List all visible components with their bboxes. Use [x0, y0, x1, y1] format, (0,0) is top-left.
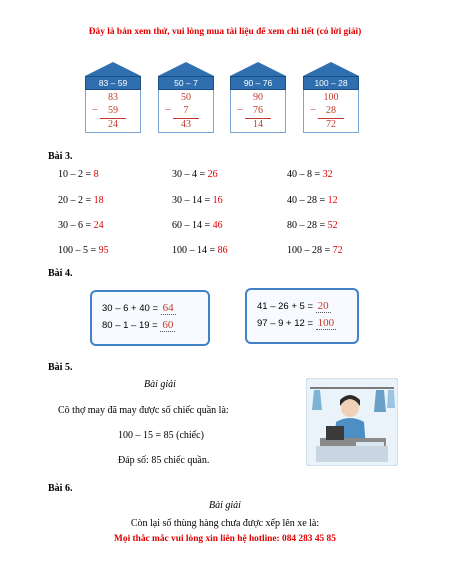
bai6-title: Bài 6.	[48, 483, 73, 494]
house-minus-sign: –	[310, 104, 316, 115]
equation-answer: 8	[93, 169, 99, 180]
expression-answer: 60	[162, 319, 174, 331]
house-top-number: 90	[253, 92, 263, 103]
equation-answer: 12	[327, 195, 338, 206]
house-label: 50 – 7	[158, 76, 214, 90]
expression-answer: 100	[317, 317, 335, 329]
house-top-number: 100	[323, 92, 339, 103]
house-result: 14	[253, 119, 263, 130]
bai3-equation	[287, 245, 343, 256]
house-result: 72	[326, 119, 336, 130]
house-top-number: 83	[108, 92, 118, 103]
equation-expr: 100 – 28 =	[287, 245, 333, 256]
house-middle-number: 28	[326, 105, 336, 116]
house-body	[85, 90, 141, 133]
bai5-line1: Cô thợ may đã may được số chiếc quần là:	[58, 405, 229, 416]
bai4-card-right	[245, 288, 359, 344]
equation-expr: 80 – 28 =	[287, 220, 328, 231]
equation-answer: 46	[212, 220, 223, 231]
equation-answer: 95	[98, 245, 109, 256]
equation-expr: 10 – 2 =	[58, 169, 94, 180]
bai5-line3: Đáp số: 85 chiếc quần.	[118, 455, 210, 466]
equation-expr: 100 – 5 =	[58, 245, 99, 256]
house-body	[230, 90, 286, 133]
house-roof	[85, 62, 141, 76]
expression-text: 41 – 26 + 5 =	[257, 301, 316, 312]
bai3-equation	[172, 169, 218, 180]
bai3-equation	[58, 169, 99, 180]
equation-expr: 30 – 6 =	[58, 220, 94, 231]
seamstress-illustration	[306, 378, 398, 466]
preview-banner: Đây là bản xem thử, vui lòng mua tài liệu để xem chi tiết (có lời giải)	[88, 27, 362, 37]
equation-expr: 20 – 2 =	[58, 195, 94, 206]
house-label: 90 – 76	[230, 76, 286, 90]
house-result: 24	[108, 119, 118, 130]
house-middle-number: 76	[253, 105, 263, 116]
answer-blank	[316, 300, 331, 313]
expression-answer: 64	[162, 302, 174, 314]
bai4-title: Bài 4.	[48, 268, 73, 279]
equation-answer: 16	[212, 195, 223, 206]
bai6-heading: Bài giải	[209, 500, 241, 511]
answer-blank	[316, 317, 337, 330]
bai4-expression	[257, 317, 336, 330]
bai3-equation	[172, 245, 228, 256]
equation-answer: 32	[322, 169, 333, 180]
equation-answer: 72	[332, 245, 343, 256]
equation-expr: 60 – 14 =	[172, 220, 213, 231]
house-label: 83 – 59	[85, 76, 141, 90]
equation-answer: 52	[327, 220, 338, 231]
house-minus-sign: –	[237, 104, 243, 115]
house-2	[158, 62, 214, 133]
bai3-equation	[58, 220, 104, 231]
house-minus-sign: –	[165, 104, 171, 115]
house-minus-sign: –	[92, 104, 98, 115]
hotline-banner: Mọi thắc mắc vui lòng xin liên hệ hotline: 084 283 45 85	[114, 534, 336, 544]
bai5-line2: 100 – 15 = 85 (chiếc)	[118, 430, 204, 441]
bai6-line1: Còn lại số thùng hàng chưa được xếp lên xe là:	[130, 518, 320, 529]
bai3-equation	[287, 220, 338, 231]
equation-answer: 24	[93, 220, 104, 231]
house-body	[158, 90, 214, 133]
expression-text: 80 – 1 – 19 =	[102, 320, 161, 331]
equation-expr: 30 – 14 =	[172, 195, 213, 206]
bai5-title: Bài 5.	[48, 362, 73, 373]
expression-text: 97 – 9 + 12 =	[257, 318, 316, 329]
bai3-equation	[287, 169, 333, 180]
house-roof	[158, 62, 214, 76]
house-1	[85, 62, 141, 133]
bai4-expression	[102, 319, 175, 332]
house-4	[303, 62, 359, 133]
equation-answer: 26	[207, 169, 218, 180]
bai4-expression	[257, 300, 331, 313]
equation-expr: 40 – 28 =	[287, 195, 328, 206]
house-roof	[303, 62, 359, 76]
answer-blank	[161, 302, 176, 315]
house-body	[303, 90, 359, 133]
answer-blank	[160, 319, 175, 332]
house-roof	[230, 62, 286, 76]
equation-answer: 86	[217, 245, 228, 256]
bai4-card-left	[90, 290, 210, 346]
bai3-equation	[172, 195, 223, 206]
equation-answer: 18	[93, 195, 104, 206]
expression-text: 30 – 6 + 40 =	[102, 303, 161, 314]
house-result: 43	[181, 119, 191, 130]
expression-answer: 20	[317, 300, 329, 312]
bai4-expression	[102, 302, 176, 315]
bai3-equation	[287, 195, 338, 206]
bai3-equation	[58, 245, 109, 256]
bai5-heading: Bài giải	[144, 379, 176, 390]
house-label: 100 – 28	[303, 76, 359, 90]
bai3-title: Bài 3.	[48, 151, 73, 162]
equation-expr: 100 – 14 =	[172, 245, 218, 256]
house-middle-number: 7	[183, 105, 189, 116]
equation-expr: 40 – 8 =	[287, 169, 323, 180]
house-top-number: 50	[181, 92, 191, 103]
equation-expr: 30 – 4 =	[172, 169, 208, 180]
house-middle-number: 59	[108, 105, 118, 116]
house-3	[230, 62, 286, 133]
bai3-equation	[172, 220, 223, 231]
bai3-equation	[58, 195, 104, 206]
